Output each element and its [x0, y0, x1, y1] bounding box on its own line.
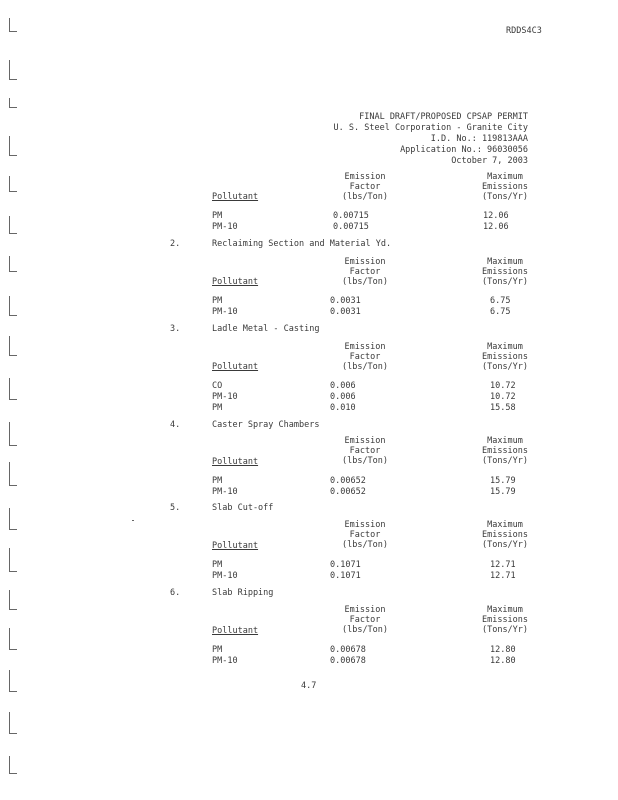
header-line-1: FINAL DRAFT/PROPOSED CPSAP PERMIT [359, 112, 528, 122]
factor-cell: 0.010 [330, 403, 356, 413]
header-line-4: Application No.: 96030056 [400, 145, 528, 155]
max-cell: 10.72 [490, 392, 516, 402]
max-cell: 12.80 [490, 645, 516, 655]
pollutant-header: Pollutant [212, 541, 259, 551]
factor-header: Emission Factor (lbs/Ton) [341, 436, 389, 466]
max-header: Maximum Emissions (Tons/Yr) [481, 520, 529, 550]
pollutant-cell: PM-10 [212, 307, 238, 317]
pollutant-cell: PM-10 [212, 392, 238, 402]
margin-mark [9, 336, 18, 356]
factor-cell: 0.006 [330, 392, 356, 402]
max-cell: 12.80 [490, 656, 516, 666]
section-number: 5. [170, 503, 181, 513]
header-line-2: U. S. Steel Corporation - Granite City [333, 123, 528, 133]
section-number: 4. [170, 420, 181, 430]
margin-mark [9, 628, 18, 650]
section-title: Slab Cut-off [212, 503, 274, 513]
margin-mark [9, 98, 18, 108]
max-cell: 6.75 [490, 307, 511, 317]
factor-cell: 0.00678 [330, 656, 366, 666]
factor-header: Emission Factor (lbs/Ton) [341, 520, 389, 550]
factor-cell: 0.006 [330, 381, 356, 391]
max-cell: 12.06 [483, 211, 509, 221]
pollutant-cell: PM [212, 645, 223, 655]
margin-mark [9, 756, 18, 774]
section-title: Slab Ripping [212, 588, 274, 598]
factor-header: Emission Factor (lbs/Ton) [341, 605, 389, 635]
margin-mark [9, 256, 18, 272]
pollutant-cell: PM-10 [212, 487, 238, 497]
section-title: Caster Spray Chambers [212, 420, 320, 430]
factor-header: Emission Factor (lbs/Ton) [341, 172, 389, 202]
pollutant-cell: PM-10 [212, 656, 238, 666]
section-title: Reclaiming Section and Material Yd. [212, 239, 392, 249]
max-cell: 12.71 [490, 571, 516, 581]
margin-mark [9, 60, 18, 80]
margin-mark [9, 176, 18, 192]
pollutant-cell: PM-10 [212, 571, 238, 581]
max-header: Maximum Emissions (Tons/Yr) [481, 257, 529, 287]
factor-header: Emission Factor (lbs/Ton) [341, 257, 389, 287]
margin-mark [9, 378, 18, 400]
margin-mark [9, 712, 18, 734]
factor-cell: 0.00678 [330, 645, 366, 655]
max-cell: 15.58 [490, 403, 516, 413]
document-id: RDDS4C3 [506, 26, 542, 36]
margin-mark [9, 296, 18, 316]
margin-mark [9, 462, 18, 486]
pollutant-cell: PM [212, 403, 223, 413]
pollutant-cell: PM-10 [212, 222, 238, 232]
pollutant-header: Pollutant [212, 192, 259, 202]
max-header: Maximum Emissions (Tons/Yr) [481, 605, 529, 635]
section-number: 6. [170, 588, 181, 598]
section-number: 2. [170, 239, 181, 249]
max-cell: 15.79 [490, 487, 516, 497]
pollutant-cell: PM [212, 211, 223, 221]
header-line-3: I.D. No.: 119813AAA [430, 134, 528, 144]
pollutant-header: Pollutant [212, 626, 259, 636]
max-cell: 15.79 [490, 476, 516, 486]
header-line-5: October 7, 2003 [451, 156, 528, 166]
factor-cell: 0.1071 [330, 571, 361, 581]
pollutant-cell: PM [212, 476, 223, 486]
section-number: 3. [170, 324, 181, 334]
margin-mark [9, 136, 18, 156]
margin-mark [9, 508, 18, 530]
factor-cell: 0.00715 [333, 222, 369, 232]
pollutant-cell: CO [212, 381, 223, 391]
margin-mark [9, 670, 18, 692]
pollutant-header: Pollutant [212, 362, 259, 372]
pollutant-header: Pollutant [212, 457, 259, 467]
margin-mark [9, 548, 18, 572]
factor-cell: 0.00652 [330, 476, 366, 486]
margin-mark [9, 216, 18, 234]
max-cell: 12.71 [490, 560, 516, 570]
factor-cell: 0.0031 [330, 307, 361, 317]
section-title: Ladle Metal - Casting [212, 324, 320, 334]
factor-header: Emission Factor (lbs/Ton) [341, 342, 389, 372]
factor-cell: 0.00652 [330, 487, 366, 497]
margin-mark [9, 18, 18, 32]
margin-mark [9, 422, 18, 446]
margin-mark [9, 590, 18, 610]
max-cell: 12.06 [483, 222, 509, 232]
max-cell: 10.72 [490, 381, 516, 391]
max-header: Maximum Emissions (Tons/Yr) [481, 172, 529, 202]
factor-cell: 0.00715 [333, 211, 369, 221]
factor-cell: 0.1071 [330, 560, 361, 570]
max-header: Maximum Emissions (Tons/Yr) [481, 436, 529, 466]
factor-cell: 0.0031 [330, 296, 361, 306]
max-cell: 6.75 [490, 296, 511, 306]
pollutant-cell: PM [212, 296, 223, 306]
scan-speck [132, 520, 134, 521]
max-header: Maximum Emissions (Tons/Yr) [481, 342, 529, 372]
pollutant-cell: PM [212, 560, 223, 570]
pollutant-header: Pollutant [212, 277, 259, 287]
page-number: 4.7 [301, 681, 317, 691]
